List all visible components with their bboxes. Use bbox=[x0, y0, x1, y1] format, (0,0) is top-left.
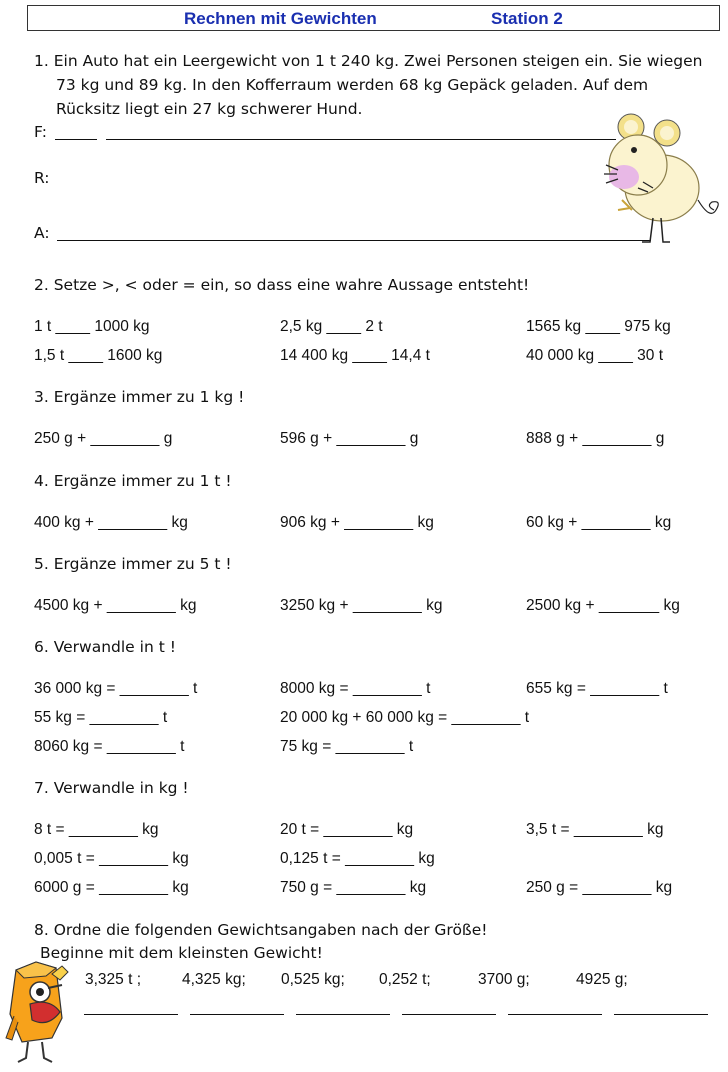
task7-item[interactable]: 0,005 t = ________ kg bbox=[34, 850, 189, 867]
header-box bbox=[27, 5, 720, 31]
task6-item[interactable]: 36 000 kg = ________ t bbox=[34, 680, 198, 697]
task7-item[interactable]: 20 t = ________ kg bbox=[280, 821, 414, 838]
task7-item[interactable]: 3,5 t = ________ kg bbox=[526, 821, 664, 838]
task3-item[interactable]: 888 g + ________ g bbox=[526, 430, 665, 447]
order-blank[interactable] bbox=[402, 1014, 496, 1015]
task5-item[interactable]: 4500 kg + ________ kg bbox=[34, 597, 197, 614]
task3-item[interactable]: 250 g + ________ g bbox=[34, 430, 173, 447]
task2-item[interactable]: 14 400 kg ____ 14,4 t bbox=[280, 347, 430, 364]
calculation-label: R: bbox=[34, 169, 50, 187]
task6-item[interactable]: 75 kg = ________ t bbox=[280, 738, 414, 755]
task2-item[interactable]: 40 000 kg ____ 30 t bbox=[526, 347, 664, 364]
task6-item[interactable]: 655 kg = ________ t bbox=[526, 680, 668, 697]
task5-item[interactable]: 3250 kg + ________ kg bbox=[280, 597, 443, 614]
task7-heading: 7. Verwandle in kg ! bbox=[34, 779, 189, 797]
task8-value: 3,325 t ; bbox=[85, 971, 142, 988]
order-blank[interactable] bbox=[84, 1014, 178, 1015]
task6-heading: 6. Verwandle in t ! bbox=[34, 638, 176, 656]
answer-label: A: bbox=[34, 224, 50, 242]
answer-blank[interactable] bbox=[57, 240, 651, 241]
bird-illustration bbox=[2, 958, 78, 1070]
order-blank[interactable] bbox=[614, 1014, 708, 1015]
task2-item[interactable]: 1565 kg ____ 975 kg bbox=[526, 318, 671, 335]
question-short-blank[interactable] bbox=[55, 139, 97, 140]
task8-value: 3700 g; bbox=[478, 971, 530, 988]
task2-heading: 2. Setze >, < oder = ein, so dass eine wahre Aussage entsteht! bbox=[34, 276, 530, 294]
task6-item[interactable]: 55 kg = ________ t bbox=[34, 709, 168, 726]
task7-item[interactable]: 750 g = ________ kg bbox=[280, 879, 427, 896]
task3-heading: 3. Ergänze immer zu 1 kg ! bbox=[34, 388, 245, 406]
task6-item[interactable]: 20 000 kg + 60 000 kg = ________ t bbox=[280, 709, 530, 726]
task1-line1: 1. Ein Auto hat ein Leergewicht von 1 t 240 kg. Zwei Personen steigen ein. Sie wiegen bbox=[34, 52, 703, 70]
task8-subheading: Beginne mit dem kleinsten Gewicht! bbox=[40, 944, 323, 962]
task4-item[interactable]: 60 kg + ________ kg bbox=[526, 514, 672, 531]
task3-item[interactable]: 596 g + ________ g bbox=[280, 430, 419, 447]
mouse-illustration bbox=[598, 110, 724, 250]
task8-value: 4,325 kg; bbox=[182, 971, 246, 988]
task7-item[interactable]: 8 t = ________ kg bbox=[34, 821, 159, 838]
question-blank[interactable] bbox=[106, 139, 616, 140]
task8-value: 0,525 kg; bbox=[281, 971, 345, 988]
task4-item[interactable]: 906 kg + ________ kg bbox=[280, 514, 434, 531]
order-blank[interactable] bbox=[296, 1014, 390, 1015]
station-label: Station 2 bbox=[491, 9, 563, 28]
task2-item[interactable]: 1,5 t ____ 1600 kg bbox=[34, 347, 163, 364]
task6-item[interactable]: 8060 kg = ________ t bbox=[34, 738, 185, 755]
task4-item[interactable]: 400 kg + ________ kg bbox=[34, 514, 188, 531]
task4-heading: 4. Ergänze immer zu 1 t ! bbox=[34, 472, 232, 490]
task2-item[interactable]: 1 t ____ 1000 kg bbox=[34, 318, 150, 335]
task1-line3: Rücksitz liegt ein 27 kg schwerer Hund. bbox=[56, 100, 363, 118]
task8-value: 0,252 t; bbox=[379, 971, 431, 988]
task7-item[interactable]: 250 g = ________ kg bbox=[526, 879, 673, 896]
task8-heading: 8. Ordne die folgenden Gewichtsangaben nach der Größe! bbox=[34, 921, 488, 939]
worksheet-title: Rechnen mit Gewichten bbox=[184, 9, 377, 28]
task2-item[interactable]: 2,5 kg ____ 2 t bbox=[280, 318, 383, 335]
task6-item[interactable]: 8000 kg = ________ t bbox=[280, 680, 431, 697]
task7-item[interactable]: 6000 g = ________ kg bbox=[34, 879, 189, 896]
task5-heading: 5. Ergänze immer zu 5 t ! bbox=[34, 555, 232, 573]
task1-line2: 73 kg und 89 kg. In den Kofferraum werden 68 kg Gepäck geladen. Auf dem bbox=[56, 76, 649, 94]
order-blank[interactable] bbox=[508, 1014, 602, 1015]
task5-item[interactable]: 2500 kg + _______ kg bbox=[526, 597, 680, 614]
question-label: F: bbox=[34, 123, 47, 141]
task8-value: 4925 g; bbox=[576, 971, 628, 988]
order-blank[interactable] bbox=[190, 1014, 284, 1015]
task7-item[interactable]: 0,125 t = ________ kg bbox=[280, 850, 435, 867]
